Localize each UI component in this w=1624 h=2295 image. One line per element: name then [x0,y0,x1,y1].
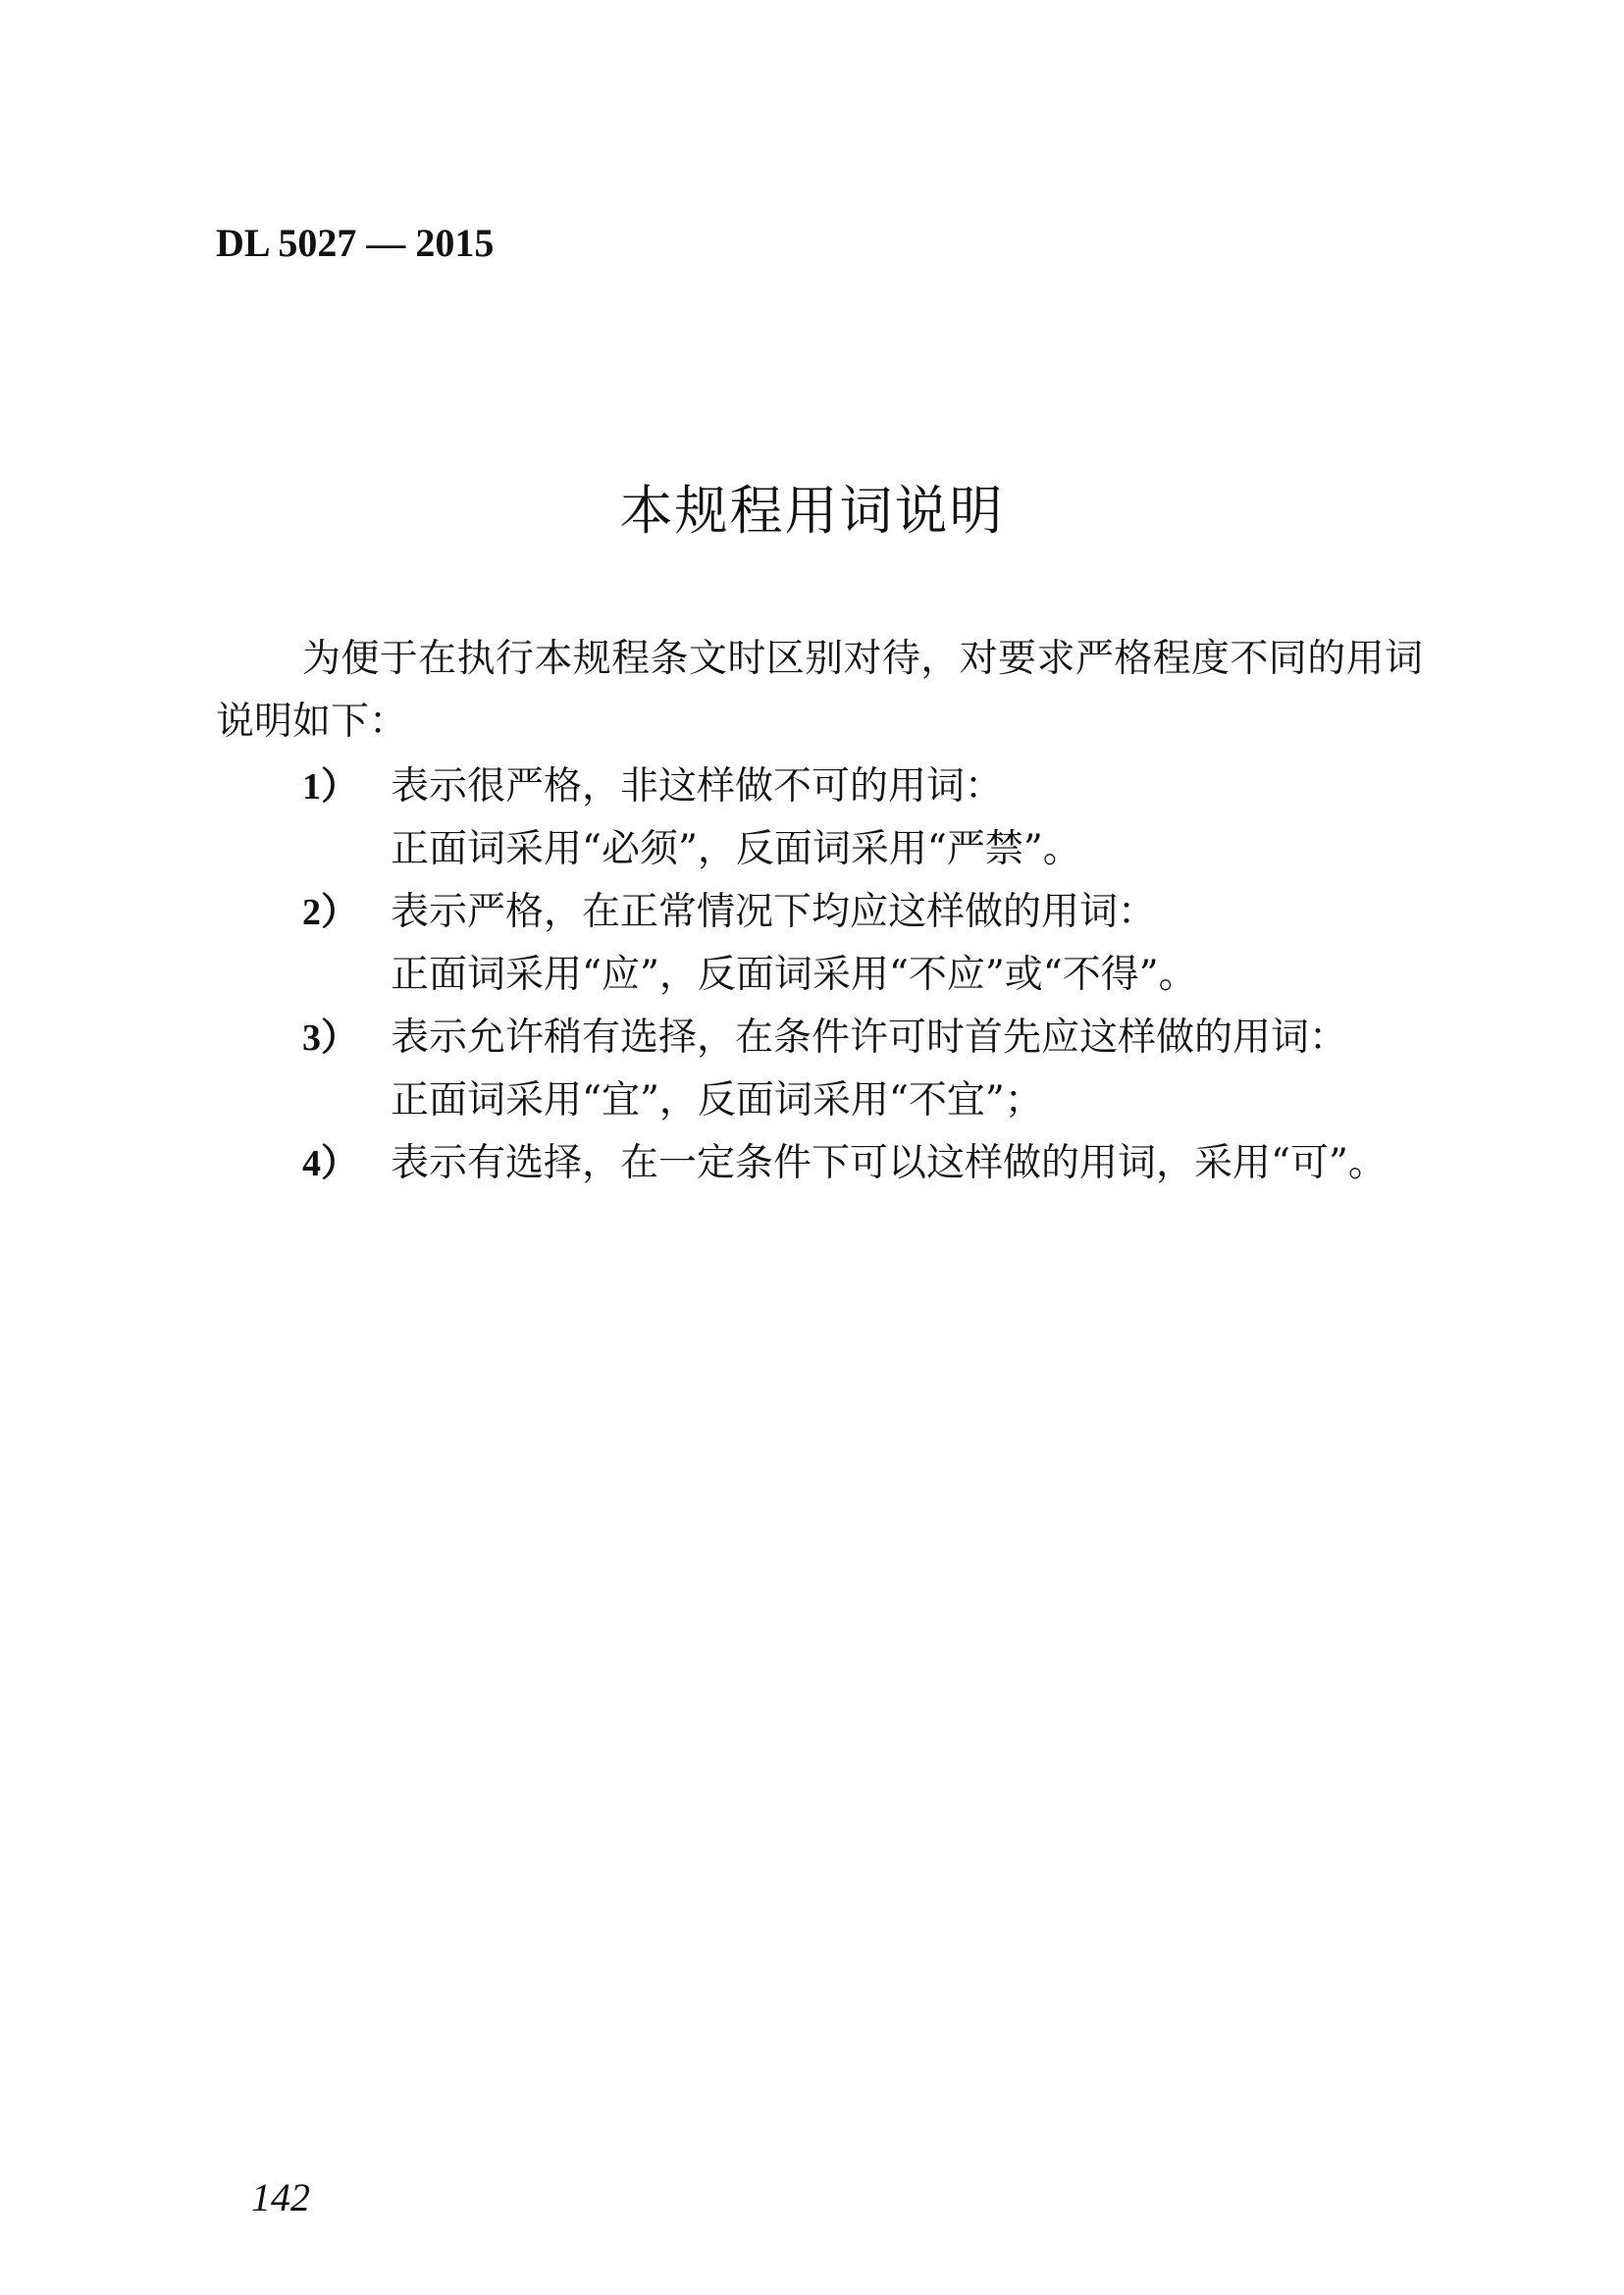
rule-terms: 正面词采用“宜”，反面词采用“不宜”； [391,1078,1043,1122]
intro-paragraph: 为便于在执行本规程条文时区别对待，对要求严格程度不同的用词说明如下： [216,637,1423,744]
rule-number: 2） [302,892,359,933]
page-number: 142 [251,2175,310,2219]
rule-item-3 [216,1007,1433,1132]
usage-rules-list [216,756,1433,1195]
rule-number: 3） [302,1017,359,1059]
rule-terms: 正面词采用“必须”，反面词采用“严禁”。 [391,827,1081,871]
rule-description: 表示有选择，在一定条件下可以这样做的用词，采用“可”。 [391,1141,1387,1185]
rule-description: 表示严格，在正常情况下均应这样做的用词： [391,890,1157,934]
rule-description: 表示很严格，非这样做不可的用词： [391,764,1004,808]
document-code: DL 5027 — 2015 [216,221,495,265]
rule-item-4 [216,1132,1433,1195]
rule-number: 1） [302,766,359,808]
rule-terms: 正面词采用“应”，反面词采用“不应”或“不得”。 [391,953,1197,997]
rule-number: 4） [302,1143,359,1184]
rule-description: 表示允许稍有选择，在条件许可时首先应这样做的用词： [391,1016,1348,1060]
rule-item-1 [216,756,1433,881]
page-title: 本规程用词说明 [619,480,1005,542]
rule-item-2 [216,881,1433,1007]
